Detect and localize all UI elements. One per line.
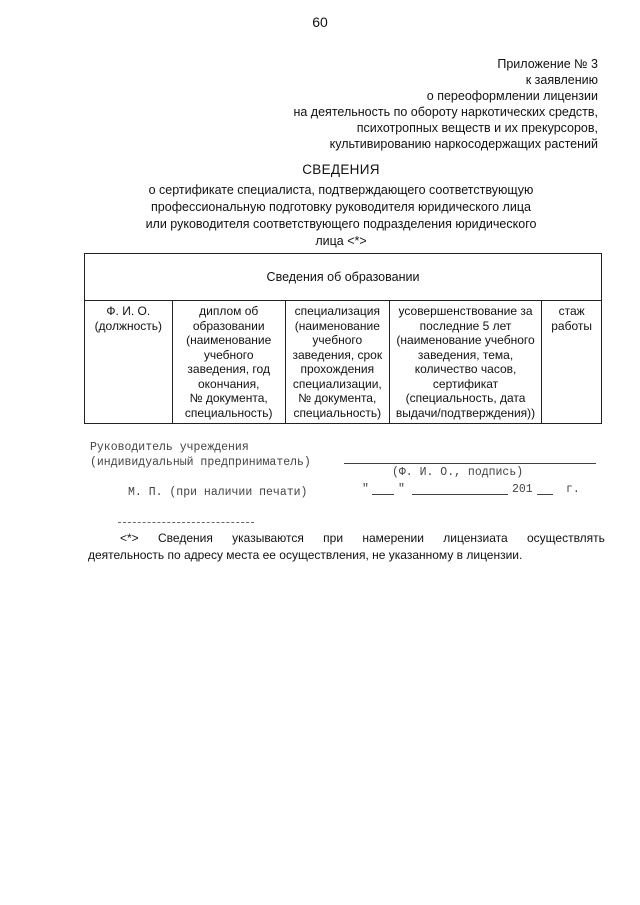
appendix-header <box>293 56 598 152</box>
appendix-line: Приложение № 3 <box>497 57 598 71</box>
footnote-word: при <box>323 531 344 545</box>
signature-line <box>344 463 596 464</box>
column-fio <box>85 301 173 424</box>
header-line: выдачи/подтверждения)) <box>395 405 536 420</box>
subtitle-line: лица <*> <box>315 234 367 248</box>
footnote-word: намерении <box>362 531 424 545</box>
header-line: (наименование <box>294 318 380 333</box>
footnote-word: <*> <box>120 531 139 545</box>
appendix-line: к заявлению <box>525 73 598 87</box>
header-line: заведения, тема, <box>417 347 514 362</box>
header-line: (наименование учебного <box>396 333 535 347</box>
header-line: усовершенствование за <box>398 304 533 318</box>
header-line: учебного <box>312 333 363 347</box>
table-header-row <box>85 301 602 424</box>
header-line: специализация <box>294 304 380 318</box>
date-year-suffix: г. <box>566 483 580 496</box>
date-day-line <box>372 494 394 495</box>
date-year-line <box>537 494 553 495</box>
education-table <box>84 253 602 424</box>
footnote <box>88 530 605 564</box>
document-title: СВЕДЕНИЯ <box>302 162 380 177</box>
date-quote-close: " <box>398 483 405 496</box>
page-number: 60 <box>312 14 328 30</box>
appendix-line: психотропных веществ и их прекурсоров, <box>356 121 598 135</box>
signature-caption: (Ф. И. О., подпись) <box>392 466 524 479</box>
stamp-label: М. П. (при наличии печати) <box>128 486 308 499</box>
header-line: специальность) <box>293 405 382 420</box>
footnote-separator <box>118 522 254 523</box>
appendix-line: культивированию наркосодержащих растений <box>329 137 598 151</box>
header-line: Ф. И. О. <box>106 304 151 318</box>
date-month-line <box>412 494 508 495</box>
column-diploma <box>172 301 285 424</box>
header-line: (наименование <box>186 333 272 347</box>
signature-label-head: Руководитель учреждения <box>90 441 249 454</box>
document-subtitle <box>120 182 562 250</box>
header-line: образовании <box>192 318 265 333</box>
column-experience <box>542 301 602 424</box>
header-line: окончания, <box>197 376 260 391</box>
column-specialization <box>285 301 389 424</box>
footnote-word: лицензиата <box>443 531 508 545</box>
header-line: последние 5 лет <box>419 318 512 333</box>
header-line: сертификат <box>432 376 499 391</box>
header-line: (специальность, дата <box>405 391 526 405</box>
header-line: прохождения <box>300 362 375 376</box>
header-line: диплом об <box>199 304 259 318</box>
header-line: (должность) <box>94 318 163 333</box>
education-group-header: Сведения об образовании <box>85 254 602 301</box>
header-line: № документа, <box>189 391 268 405</box>
subtitle-line: о сертификате специалиста, подтверждающего соответствующую <box>148 183 534 197</box>
header-line: количество часов, <box>414 362 517 376</box>
footnote-word: осуществлять <box>526 531 605 545</box>
header-line: специальность) <box>184 405 273 420</box>
header-line: № документа, <box>298 391 377 405</box>
header-line: работы <box>551 318 592 333</box>
column-training <box>389 301 541 424</box>
header-line: заведения, срок <box>292 347 383 362</box>
header-line: заведения, год <box>187 362 270 376</box>
header-line: учебного <box>203 347 254 362</box>
footnote-word: Сведения <box>158 531 213 545</box>
date-year-prefix: 201 <box>512 483 533 496</box>
appendix-line: на деятельность по обороту наркотических средств, <box>293 105 598 119</box>
footnote-word: указываются <box>232 531 304 545</box>
footnote-line-2: деятельность по адресу места ее осуществления, не указанному в лицензии. <box>88 548 523 562</box>
subtitle-line: или руководителя соответствующего подразделения юридического <box>145 217 537 231</box>
footnote-line-1 <box>120 530 605 547</box>
table-group-row <box>85 254 602 301</box>
header-line: специализации, <box>292 376 382 391</box>
subtitle-line: профессиональную подготовку руководителя юридического лица <box>151 200 531 214</box>
date-quote-open: " <box>362 483 369 496</box>
appendix-line: о переоформлении лицензии <box>426 89 598 103</box>
header-line: стаж <box>558 304 585 318</box>
signature-label-entrepreneur: (индивидуальный предприниматель) <box>90 456 311 469</box>
